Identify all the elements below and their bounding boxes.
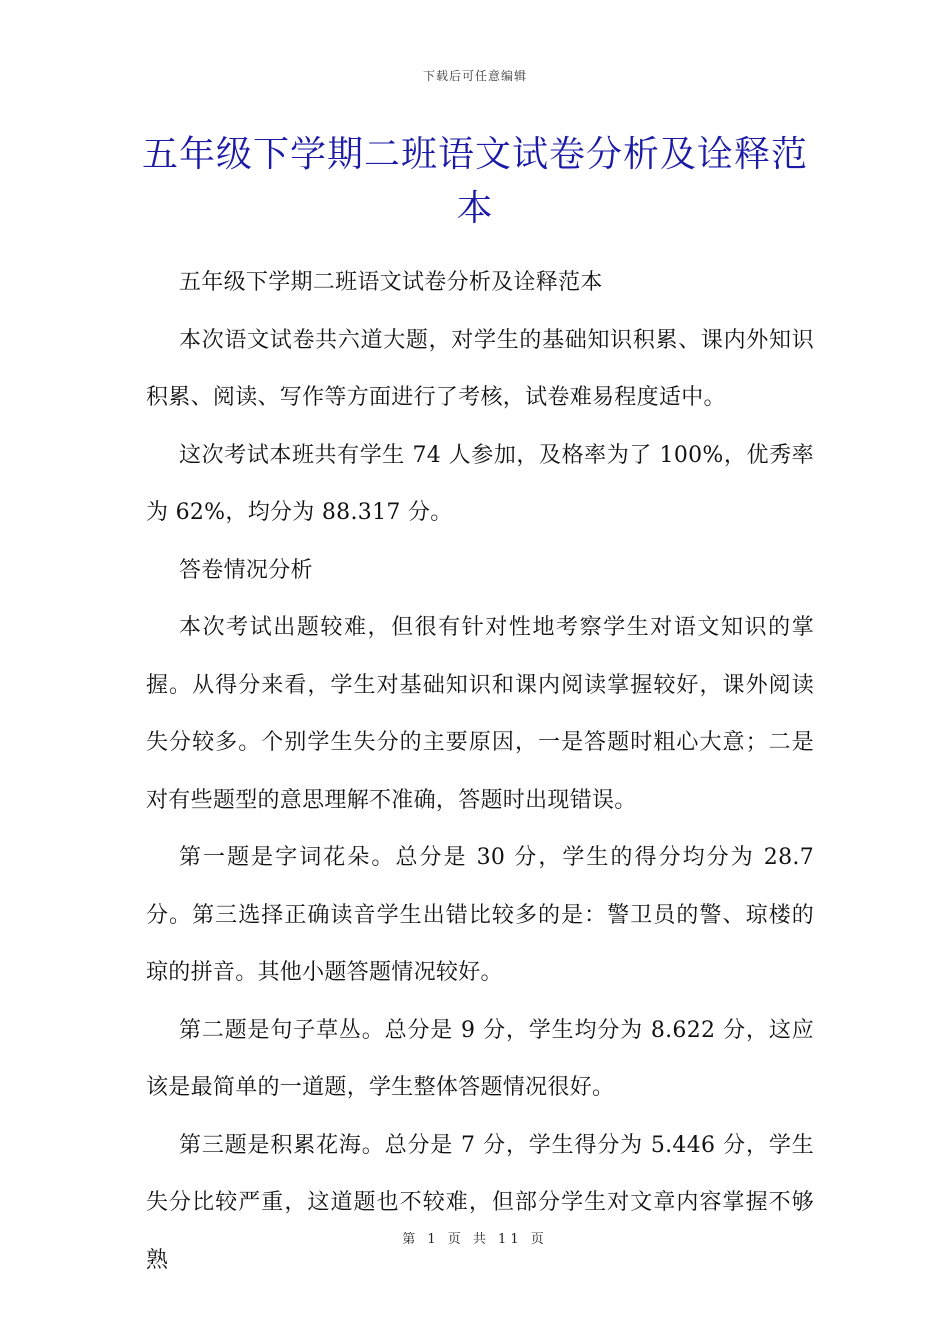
paragraph-question-2: 第二题是句子草丛。总分是 9 分，学生均分为 8.622 分，这应该是最简单的一道题，学生整体答题情况很好。 xyxy=(146,1017,814,1100)
document-body xyxy=(146,254,814,1289)
paragraph-statistics: 这次考试本班共有学生 74 人参加，及格率为了 100%，优秀率为 62%，均分为 88.317 分。 xyxy=(146,442,814,525)
paragraph-question-3: 第三题是积累花海。总分是 7 分，学生得分为 5.446 分，学生失分比较严重，这道题也不较难，但部分学生对文章内容掌握不够熟 xyxy=(146,1132,814,1273)
header-note: 下载后可任意编辑 xyxy=(422,69,527,83)
document-title: 五年级下学期二班语文试卷分析及诠释范本 xyxy=(141,134,808,229)
paragraph-question-1: 第一题是字词花朵。总分是 30 分，学生的得分均分为 28.7 分。第三选择正确读音学生出错比较多的是：警卫员的警、琼楼的琼的拼音。其他小题答题情况较好。 xyxy=(146,845,814,985)
paragraph-subtitle: 五年级下学期二班语文试卷分析及诠释范本 xyxy=(179,270,603,295)
paragraph-overview: 本次语文试卷共六道大题，对学生的基础知识积累、课内外知识积累、阅读、写作等方面进行了考核，试卷难易程度适中。 xyxy=(146,327,814,410)
paragraph-analysis: 本次考试出题较难，但很有针对性地考察学生对语文知识的掌握。从得分来看，学生对基础知识和课内阅读掌握较好，课外阅读失分较多。个别学生失分的主要原因，一是答题时粗心大意；二是对有些题型的意思理解不准确，答题时出现错误。 xyxy=(146,615,814,813)
section-heading: 答卷情况分析 xyxy=(179,557,313,583)
page-number-footer: 第 1 页 共 11 页 xyxy=(402,1232,548,1247)
